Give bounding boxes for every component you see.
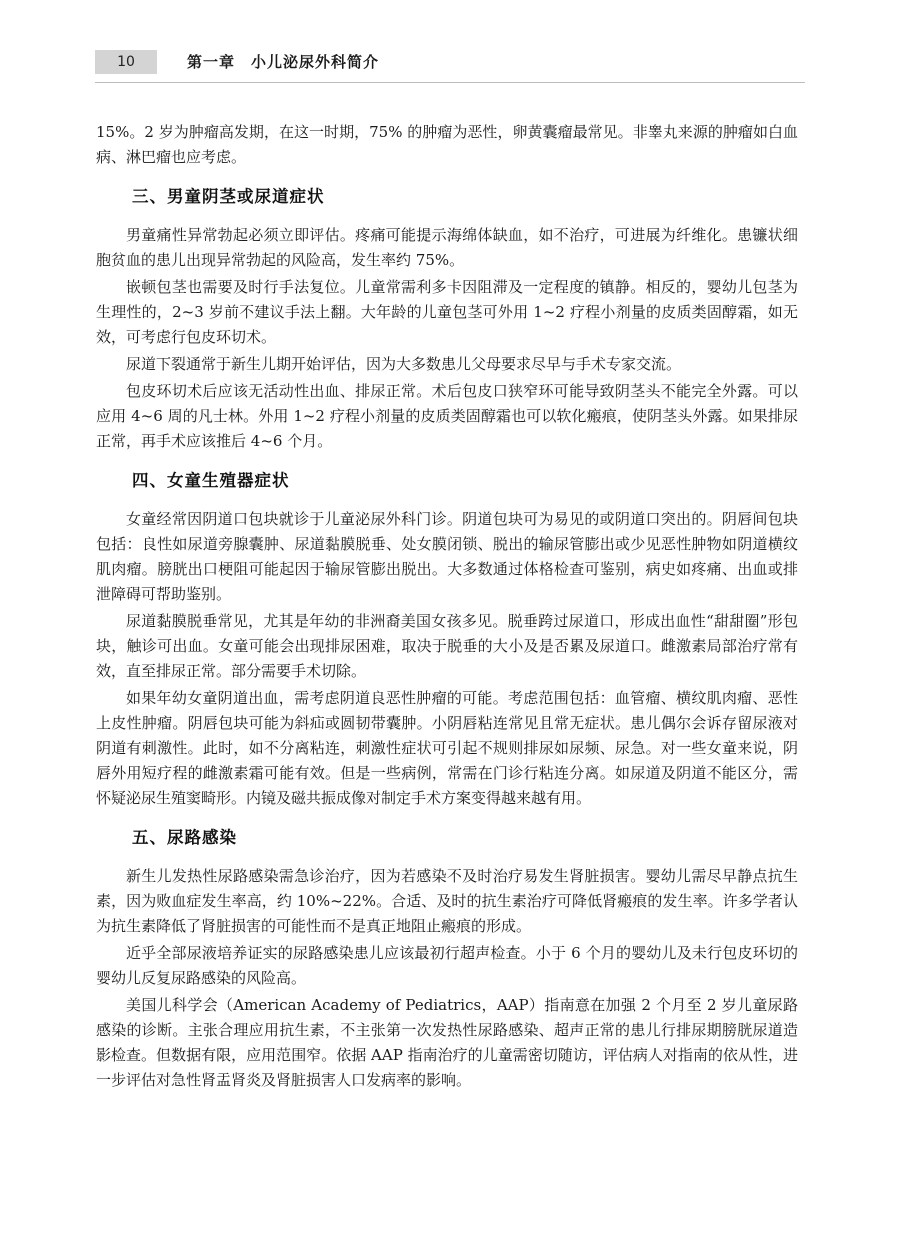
- page-number: 10: [117, 54, 135, 70]
- paragraph: 近乎全部尿液培养证实的尿路感染患儿应该最初行超声检查。小于 6 个月的婴幼儿及未行包皮环切的婴幼儿反复尿路感染的风险高。: [96, 944, 798, 987]
- paragraph: 包皮环切术后应该无活动性出血、排尿正常。术后包皮口狭窄环可能导致阴茎头不能完全外露。可以应用 4~6 周的凡士林。外用 1~2 疗程小剂量的皮质类固醇霜也可以软化瘢痕，使阴茎头外露。如果排尿正常，再手术应该推后 4~6 个月。: [96, 382, 798, 450]
- paragraph: 尿道下裂通常于新生儿期开始评估，因为大多数患儿父母要求尽早与手术专家交流。: [126, 355, 682, 373]
- header-rule: [95, 82, 805, 83]
- paragraph: 尿道黏膜脱垂常见，尤其是年幼的非洲裔美国女孩多见。脱垂跨过尿道口，形成出血性“甜甜圈”形包块，触诊可出血。女童可能会出现排尿困难，取决于脱垂的大小及是否累及尿道口。雌激素局部治疗常有效，直至排尿正常。部分需要手术切除。: [96, 612, 798, 680]
- section-heading-4: 四、女童生殖器症状: [132, 471, 290, 490]
- body-text: [96, 120, 798, 1095]
- chapter-title: 第一章 小儿泌尿外科简介: [187, 53, 380, 71]
- running-header: [95, 50, 805, 74]
- paragraph: 男童痛性异常勃起必须立即评估。疼痛可能提示海绵体缺血，如不治疗，可进展为纤维化。患镰状细胞贫血的患儿出现异常勃起的风险高，发生率约 75%。: [96, 226, 798, 269]
- section-heading-5: 五、尿路感染: [132, 828, 237, 847]
- paragraph: 如果年幼女童阴道出血，需考虑阴道良恶性肿瘤的可能。考虑范围包括：血管瘤、横纹肌肉瘤、恶性上皮性肿瘤。阴唇包块可能为斜疝或圆韧带囊肿。小阴唇粘连常见且常无症状。患儿偶尔会诉存留尿液对阴道有刺激性。此时，如不分离粘连，刺激性症状可引起不规则排尿如尿频、尿急。对一些女童来说，阴唇外用短疗程的雌激素霜可能有效。但是一些病例，常需在门诊行粘连分离。如尿道及阴道不能区分，需怀疑泌尿生殖窦畸形。内镜及磁共振成像对制定手术方案变得越来越有用。: [96, 689, 798, 807]
- paragraph: 女童经常因阴道口包块就诊于儿童泌尿外科门诊。阴道包块可为易见的或阴道口突出的。阴唇间包块包括：良性如尿道旁腺囊肿、尿道黏膜脱垂、处女膜闭锁、脱出的输尿管膨出或少见恶性肿物如阴道横纹肌肉瘤。膀胱出口梗阻可能起因于输尿管膨出脱出。大多数通过体格检查可鉴别，病史如疼痛、出血或排泄障碍可帮助鉴别。: [96, 510, 798, 603]
- paragraph: 美国儿科学会（American Academy of Pediatrics，AAP）指南意在加强 2 个月至 2 岁儿童尿路感染的诊断。主张合理应用抗生素，不主张第一次发热性尿路感染、超声正常的患儿行排尿期膀胱尿道造影检查。但数据有限，应用范围窄。依据 AAP 指南治疗的儿童需密切随访，评估病人对指南的依从性，进一步评估对急性肾盂肾炎及肾脏损害人口发病率的影响。: [96, 996, 798, 1089]
- page-number-box: [95, 50, 157, 74]
- paragraph-intro: 15%。2 岁为肿瘤高发期，在这一时期，75% 的肿瘤为恶性，卵黄囊瘤最常见。非睾丸来源的肿瘤如白血病、淋巴瘤也应考虑。: [96, 123, 798, 166]
- paragraph: 嵌顿包茎也需要及时行手法复位。儿童常需利多卡因阻滞及一定程度的镇静。相反的，婴幼儿包茎为生理性的，2~3 岁前不建议手法上翻。大年龄的儿童包茎可外用 1~2 疗程小剂量的皮质类固醇霜，如无效，可考虑行包皮环切术。: [96, 278, 798, 346]
- section-heading-3: 三、男童阴茎或尿道症状: [132, 187, 325, 206]
- paragraph: 新生儿发热性尿路感染需急诊治疗，因为若感染不及时治疗易发生肾脏损害。婴幼儿需尽早静点抗生素，因为败血症发生率高，约 10%~22%。合适、及时的抗生素治疗可降低肾瘢痕的发生率。许多学者认为抗生素降低了肾脏损害的可能性而不是真正地阻止瘢痕的形成。: [96, 867, 798, 935]
